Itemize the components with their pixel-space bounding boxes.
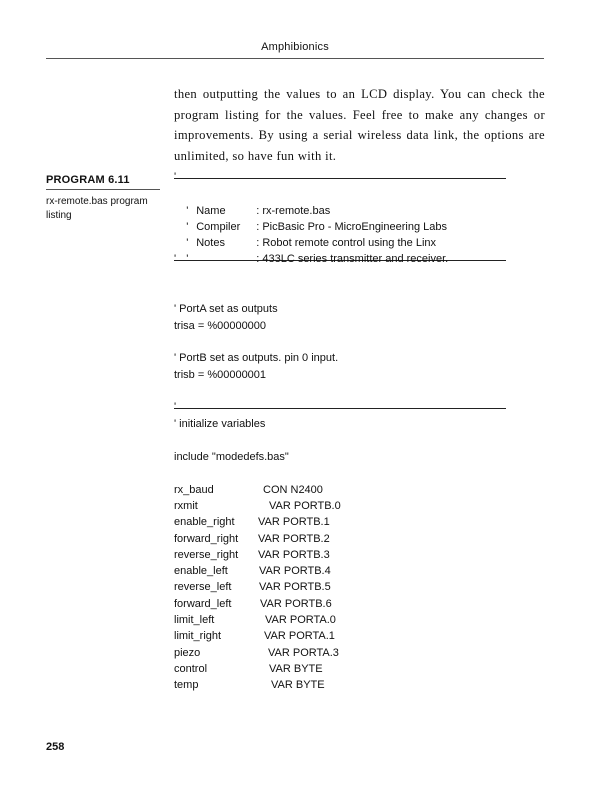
variable-line (174, 514, 514, 530)
blank-line (174, 269, 514, 285)
variable-line (174, 628, 514, 644)
variable-name: enable_left (174, 565, 228, 578)
page-number: 258 (46, 741, 65, 753)
variable-name: reverse_left (174, 581, 232, 594)
blank-line (174, 383, 514, 399)
variable-name: rxmit (174, 499, 198, 512)
code-separator: ' (174, 399, 506, 409)
program-caption: rx-remote.bas program listing (46, 196, 148, 221)
code-comment: ' PortA set as outputs (174, 303, 278, 316)
variable-name: reverse_right (174, 548, 239, 561)
variable-declaration: VAR BYTE (269, 662, 323, 675)
code-separator: ' (174, 251, 506, 261)
variable-declaration: VAR PORTB.4 (259, 565, 331, 578)
code-comment: ' PortB set as outputs. pin 0 input. (174, 352, 339, 365)
variable-name: limit_left (174, 614, 215, 627)
header-key: Compiler (196, 220, 241, 233)
variable-declaration: CON N2400 (263, 483, 323, 496)
header-key: Name (196, 204, 226, 217)
variable-declarations (174, 482, 514, 694)
variable-line (174, 612, 514, 628)
blank-line (174, 334, 514, 350)
variable-declaration: VAR PORTB.1 (258, 516, 330, 529)
variable-declaration: VAR PORTB.0 (269, 499, 341, 512)
variable-declaration: VAR PORTA.3 (268, 646, 339, 659)
variable-declaration: VAR PORTB.3 (258, 548, 330, 561)
code-comment: ' initialize variables (174, 418, 266, 431)
comment-mark: ' (186, 204, 189, 217)
code-line: include "modedefs.bas" (174, 451, 289, 464)
variable-line (174, 498, 514, 514)
header-rule (46, 58, 544, 59)
code-line: trisb = %00000001 (174, 368, 267, 381)
variable-line (174, 579, 514, 595)
header-value: : 433LC series transmitter and receiver. (256, 253, 449, 266)
variable-declaration: VAR BYTE (271, 679, 325, 692)
code-line: trisa = %00000000 (174, 319, 267, 332)
variable-declaration: VAR PORTB.6 (260, 597, 332, 610)
variable-line (174, 547, 514, 563)
blank-line (174, 285, 514, 301)
variable-name: enable_right (174, 516, 235, 529)
code-separator: ' (174, 169, 506, 179)
comment-mark: ' (186, 220, 189, 233)
variable-line (174, 531, 514, 547)
variable-name: piezo (174, 646, 201, 659)
variable-line (174, 677, 514, 693)
program-sidebar (46, 174, 160, 223)
variable-line (174, 645, 514, 661)
variable-name: control (174, 662, 208, 675)
program-label: PROGRAM 6.11 (46, 174, 130, 186)
intro-paragraph: then outputting the values to an LCD display. You can check the program listing for the values. Feel free to make any changes or improvements. By using a serial wireless data link, the options are unlimited, so have fun with it. (174, 87, 545, 163)
header-value: : PicBasic Pro - MicroEngineering Labs (256, 220, 447, 233)
variable-declaration: VAR PORTB.2 (258, 532, 330, 545)
variable-name: rx_baud (174, 483, 214, 496)
comment-mark: ' (186, 253, 189, 266)
variable-declaration: VAR PORTA.0 (265, 614, 336, 627)
variable-name: limit_right (174, 630, 222, 643)
running-head-title: Amphibionics (261, 41, 329, 53)
variable-line (174, 482, 514, 498)
sidebar-rule (46, 189, 160, 190)
header-key: Notes (196, 237, 225, 250)
code-header-row (174, 203, 514, 233)
code-header-row (174, 186, 514, 217)
variable-line (174, 596, 514, 612)
variable-name: forward_left (174, 597, 232, 610)
comment-mark: ' (186, 237, 189, 250)
header-value: : Robot remote control using the Linx (256, 237, 436, 250)
blank-line (174, 433, 514, 449)
code-header-row (174, 219, 514, 250)
code-listing (174, 169, 514, 694)
code-header-row (174, 235, 514, 266)
variable-declaration: VAR PORTA.1 (264, 630, 335, 643)
blank-line (174, 465, 514, 481)
variable-name: forward_right (174, 532, 239, 545)
variable-declaration: VAR PORTB.5 (259, 581, 331, 594)
variable-name: temp (174, 679, 199, 692)
variable-line (174, 563, 514, 579)
variable-line (174, 661, 514, 677)
header-value: : rx-remote.bas (256, 204, 331, 217)
